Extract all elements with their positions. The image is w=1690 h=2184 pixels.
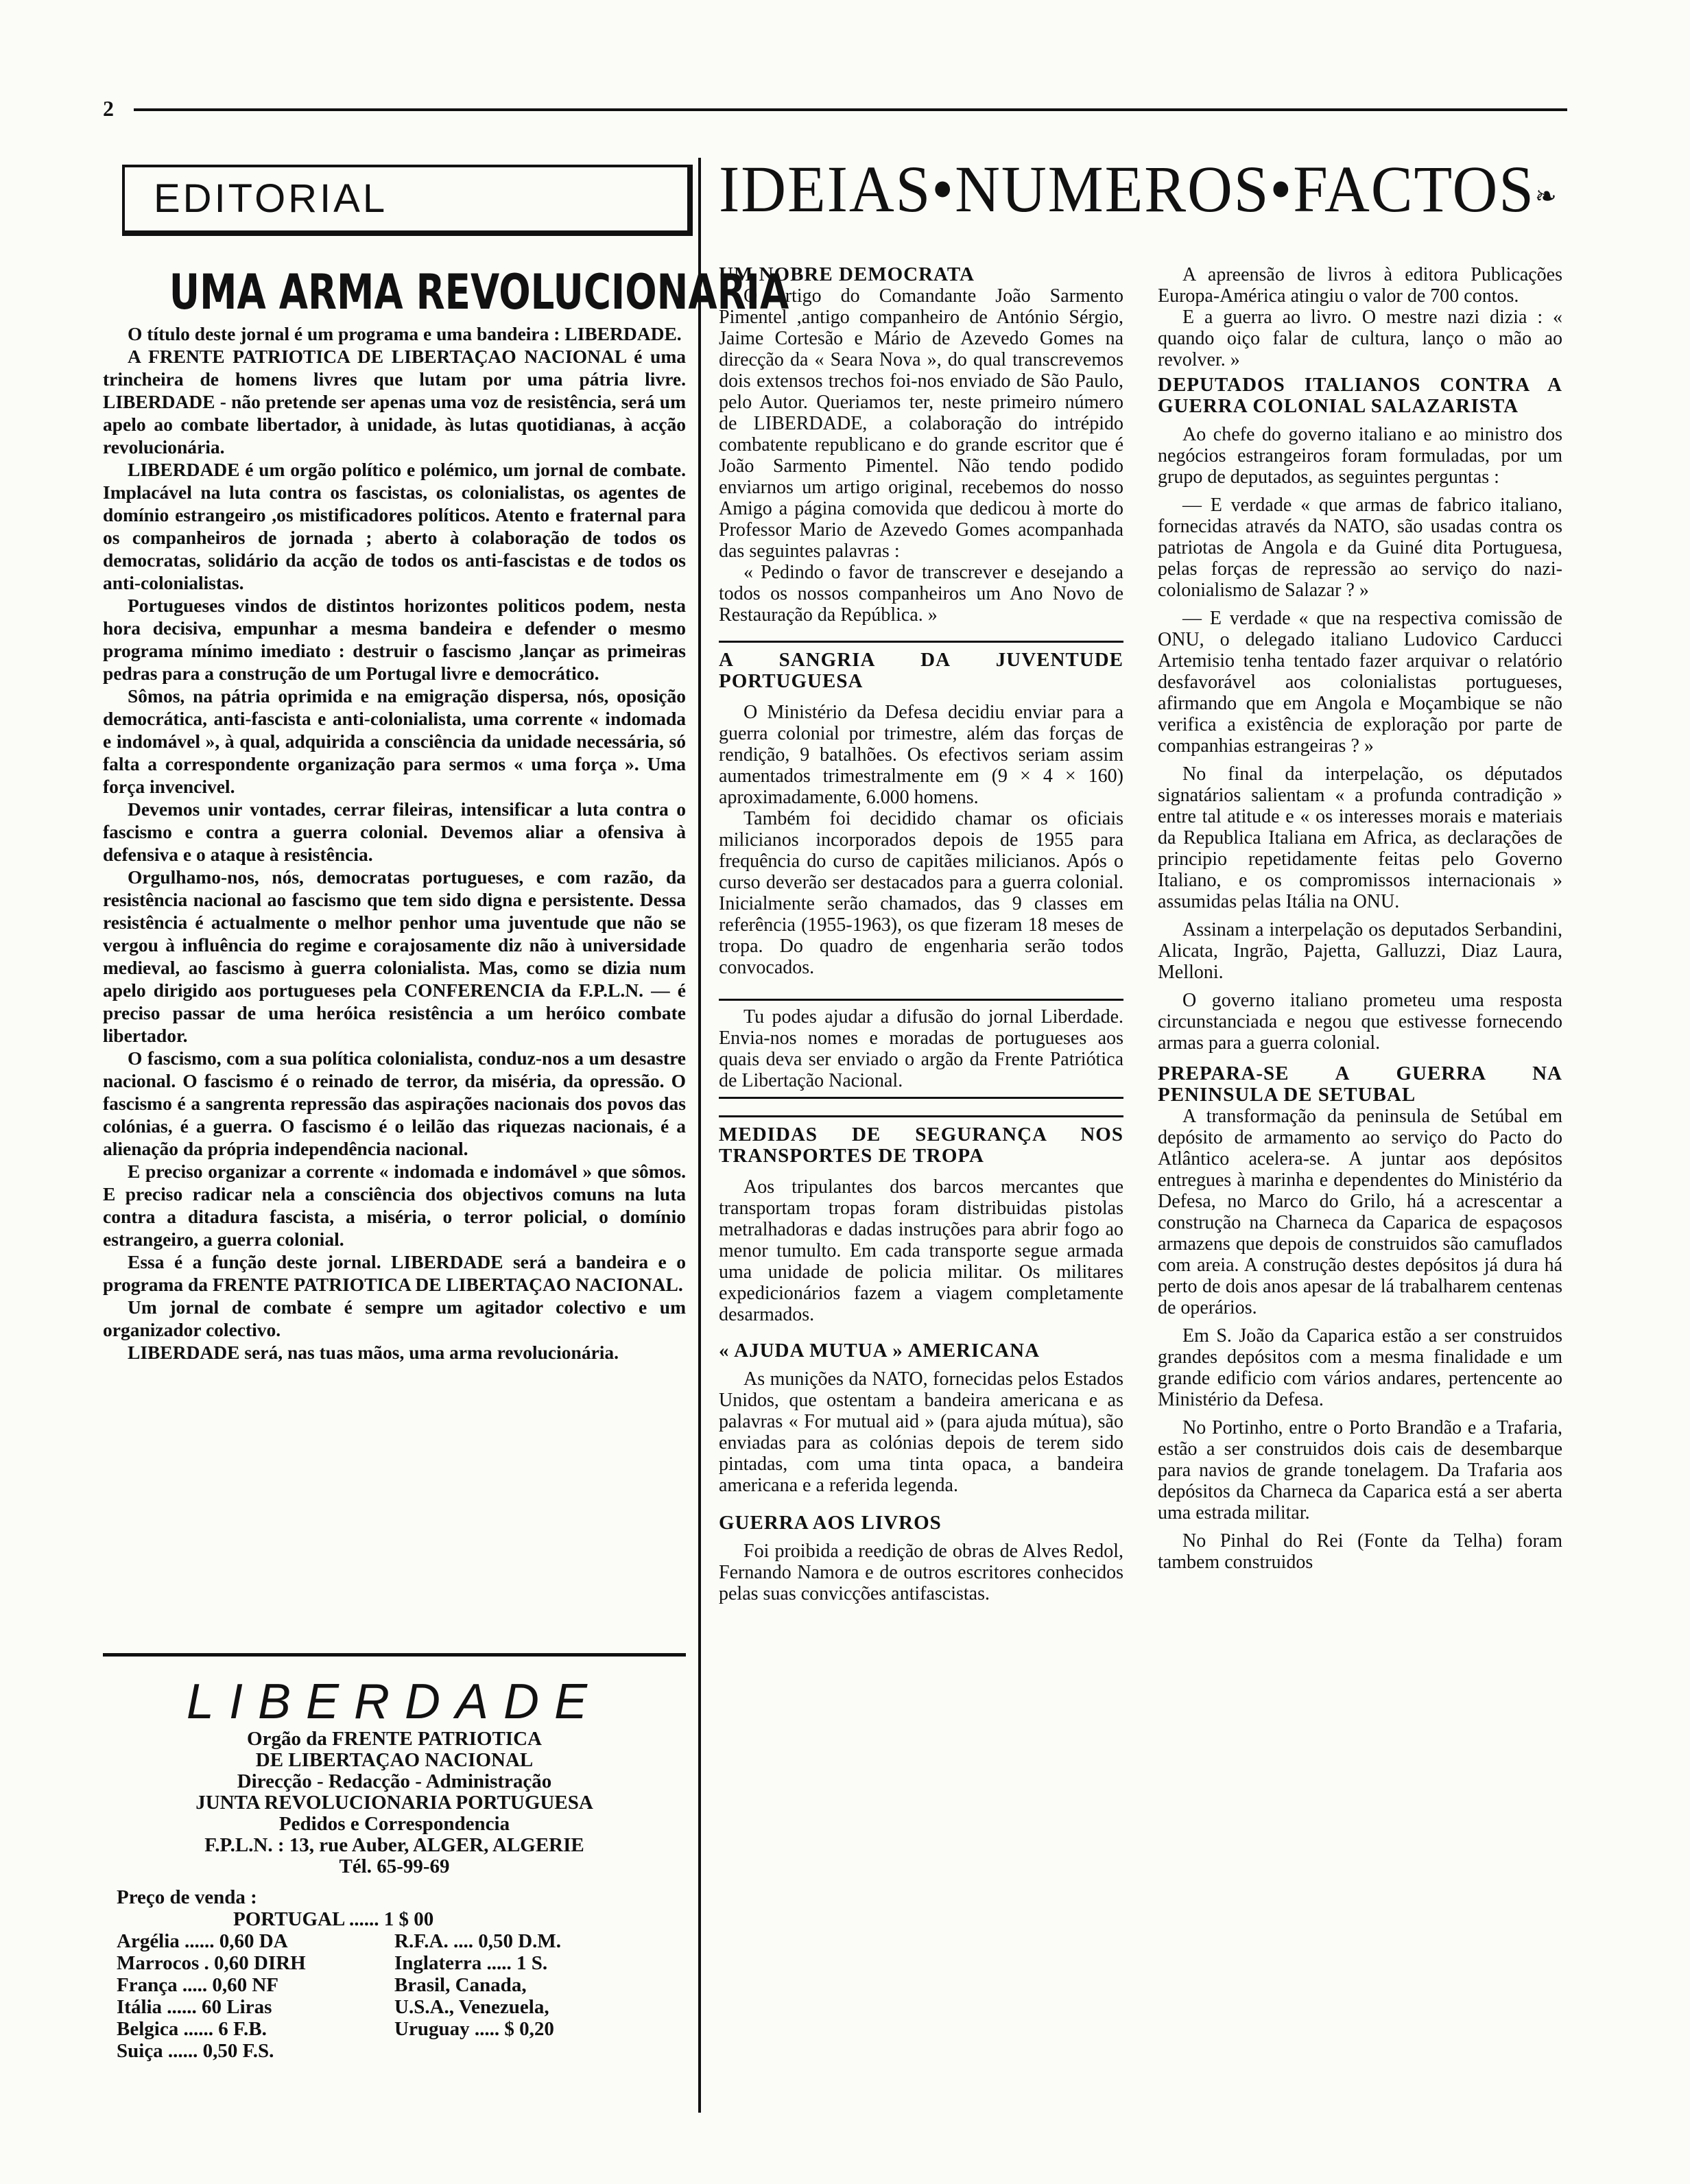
editorial-body (103, 322, 686, 1364)
masthead-line: Tél. 65-99-69 (339, 1855, 450, 1877)
price-item: Suiça ...... 0,50 F.S. (117, 2040, 274, 2062)
price-item: Argélia ...... 0,60 DA (117, 1930, 288, 1952)
masthead-line: JUNTA REVOLUCIONARIA PORTUGUESA (195, 1792, 593, 1814)
article-paragraph: E a guerra ao livro. O mestre nazi dizia : « quando oiço falar de cultura, lanço o mão ao revolver. » (1158, 307, 1562, 370)
banner-ornament-icon: ❧ (1534, 180, 1558, 212)
editorial-paragraph: E preciso organizar a corrente « indomada e indomável » que sômos. E preciso radicar nela a consciência dos objectivos comuns na luta contra a ditadura fascista, a miséria, o terror policial, o domínio estrangeiro, a guerra colonial. (103, 1161, 686, 1250)
price-portugal: PORTUGAL ...... 1 $ 00 (233, 1908, 434, 1930)
article-paragraph: Em S. João da Caparica estão a ser construidos grandes depósitos com a mesma finalidade e um grande edificio com vários andares, pertencente ao Ministério da Defesa. (1158, 1325, 1562, 1410)
price-item: R.F.A. .... 0,50 D.M. (394, 1930, 562, 1952)
masthead-line: Direcção - Redacção - Administração (237, 1770, 552, 1792)
article-heading: « AJUDA MUTUA » AMERICANA (719, 1340, 1040, 1362)
article-paragraph: Foi proibida a reedição de obras de Alves Redol, Fernando Namora e de outros escritores conhecidos pelas suas convicções antifascistas. (719, 1541, 1123, 1604)
article-paragraph: Assinam a interpelação os deputados Serbandini, Alicata, Ingrão, Pajetta, Galluzzi, Diaz Laura, Melloni. (1158, 919, 1562, 983)
price-item: Brasil, Canada, (394, 1974, 527, 1996)
article-paragraph: O governo italiano prometeu uma resposta circunstanciada e negou que estivesse fornecendo armas para a guerra colonial. (1158, 990, 1562, 1054)
article-heading: A SANGRIA DA JUVENTUDE PORTUGUESA (719, 649, 1123, 692)
editorial-paragraph: Sômos, na pátria oprimida e na emigração dispersa, nós, oposição democrática, anti-fascista e anti-colonialista, uma corrente « indomada e indomável », à qual, adquirida a consciência da unidade necessária, só falta a correspondente organização para sermos « uma força ». Uma força invencivel. (103, 685, 686, 797)
price-item: Belgica ...... 6 F.B. (117, 2018, 267, 2040)
article-paragraph: — E verdade « que na respectiva comissão de ONU, o delegado italiano Ludovico Carducci Artemisio tenha tentado fazer arquivar o relatório desfavorável aos colonialistas portugueses, afirmando que em Angola e Moçambique se não verifica a existência de exploração por parte de companhias estrangeiras ? » (1158, 608, 1562, 757)
article-paragraph: Também foi decidido chamar os oficiais milicianos incorporados depois de 1955 para frequência do curso de capitães milicianos. Após o curso deverão ser destacados para a guerra colonial. Inicialmente serão chamados, das 9 classes em referência (1955-1963), os que fizeram 18 meses de tropa. Do quadro de engenharia serão todos convocados. (719, 808, 1123, 978)
editorial-label: EDITORIAL (154, 176, 388, 221)
article-paragraph: « Pedindo o favor de transcrever e desejando a todos os nossos companheiros um Ano Novo de Restauração da República. » (719, 562, 1123, 626)
article-paragraph: No final da interpelação, os députados signatários salientam « a profunda contradição » entre tal atitude e « os interesses morais e materiais da Republica Italiana em Africa, as declarações de principio repetidamente feitas pelo Governo Italiano, e os compromissos internacionais » assumidas pelas Itália na ONU. (1158, 763, 1562, 912)
editorial-paragraph: A FRENTE PATRIOTICA DE LIBERTAÇAO NACIONAL é uma trincheira de homens livres que lutam por uma pátria livre. LIBERDADE - não pretende ser apenas uma voz de resistência, será um apelo ao combate libertador, à unidade, às lutas quotidianas, à acção revolucionária. (103, 346, 686, 458)
banner-text: IDEIAS•NUMEROS•FACTOS (719, 152, 1535, 226)
column-right (1158, 264, 1562, 1573)
column-divider (698, 158, 701, 2113)
price-item: Uruguay ..... $ 0,20 (394, 2018, 554, 2040)
article-heading: PREPARA-SE A GUERRA NA PENINSULA DE SETUBAL (1158, 1063, 1562, 1106)
editorial-paragraph: Essa é a função deste jornal. LIBERDADE será a bandeira e o programa da FRENTE PATRIOTICA DE LIBERTAÇAO NACIONAL. (103, 1251, 686, 1295)
price-item: Marrocos . 0,60 DIRH (117, 1952, 306, 1974)
masthead-title: LIBERDADE (186, 1674, 603, 1729)
price-item: França ..... 0,60 NF (117, 1974, 278, 1996)
masthead-line: Pedidos e Correspondencia (278, 1813, 510, 1835)
article-paragraph: O Ministério da Defesa decidiu enviar para a guerra colonial por trimestre, além das forças de rendição, 9 batalhões. Os efectivos seriam assim aumentados trimestralmente em (9 × 4 × 160) aproximadamente, 6.000 homens. (719, 702, 1123, 808)
masthead-line: Orgão da FRENTE PATRIOTICA (247, 1728, 542, 1750)
editorial-paragraph: Orgulhamo-nos, nós, democratas portugueses, e com razão, da resistência nacional ao fascismo que tem sido digna e persistente. Dessa resistência é actualmente o melhor penhor uma juventude que não se vergou à influência do regime e corajosamente diz não à universidade medieval, ao fascismo à guerra colonialista. Mas, como se dizia num apelo dirigido aos portugueses pela CONFERENCIA da F.P.L.N. — é preciso passar de uma heróica resistência a um heróico combate libertador. (103, 866, 686, 1046)
top-rule (134, 108, 1567, 111)
masthead-info (117, 1729, 672, 1877)
editorial-paragraph: O fascismo, com a sua política colonialista, conduz-nos a um desastre nacional. O fascismo é o reinado de terror, da miséria, da opressão. O fascismo é a sangrenta repressão das aspirações nacionais dos povos das colónias, é a guerra. O fascismo é o leilão das riquezas nacionais, é a alienação da própria independência nacional. (103, 1047, 686, 1159)
article-paragraph: A apreensão de livros à editora Publicações Europa-América atingiu o valor de 700 contos. (1158, 264, 1562, 307)
masthead-line: DE LIBERTAÇAO NACIONAL (255, 1749, 534, 1771)
editorial-paragraph: LIBERDADE é um orgão político e polémico, um jornal de combate. Implacável na luta contra os fascistas, os colonialistas, os agentes de domínio estrangeiro ,os mistificadores políticos. Atento e fraternal para os companheiros de jornada ; aberto à colaboração de todos os democratas, solidário da acção de todos os anti-fascistas e de todos os anti-colonialistas. (103, 459, 686, 593)
article-heading: UM NOBRE DEMOCRATA (719, 263, 975, 285)
article-paragraph: A transformação da peninsula de Setúbal em depósito de armamento ao serviço do Pacto do Atlântico acelera-se. A juntar aos depósitos entregues à marinha e dependentes do Ministério da Defesa, no Marco do Grilo, há a acrescentar a construção na Charneca da Caparica de espaçosos armazens que depois de construidos são camuflados com areia. A construção destes depósitos já dura há perto de dois anos apesar de lá trabalharem centenas de operários. (1158, 1106, 1562, 1318)
article-heading: GUERRA AOS LIVROS (719, 1512, 942, 1534)
masthead-line: F.P.L.N. : 13, rue Auber, ALGER, ALGERIE (204, 1834, 584, 1856)
editorial-paragraph: O título deste jornal é um programa e uma bandeira : LIBERDADE. (128, 323, 682, 344)
article-paragraph: Aos tripulantes dos barcos mercantes que transportam tropas foram distribuidas pistolas metralhadoras e dadas instruções para abrir fogo ao menor tumulto. Em cada transporte segue armada uma unidade de policia militar. Os militares expedicionários fazem a viagem completamente desarmados. (719, 1176, 1123, 1325)
price-label: Preço de venda : (117, 1886, 257, 1908)
article-paragraph: No Pinhal do Rei (Fonte da Telha) foram tambem construidos (1158, 1530, 1562, 1573)
article-paragraph: — E verdade « que armas de fabrico italiano, fornecidas através da NATO, são usadas contra os patriotas de Angola e da Guiné dita Portuguesa, pelas forças de repressão ao serviço do nazi-colonialismo de Salazar ? » (1158, 495, 1562, 601)
section-banner (719, 151, 1558, 227)
editorial-paragraph: LIBERDADE será, nas tuas mãos, uma arma revolucionária. (128, 1342, 619, 1363)
article-paragraph: As munições da NATO, fornecidas pelos Estados Unidos, que ostentam a bandeira americana e as palavras « For mutual aid » (para ajuda mútua), são enviadas para as colónias depois de terem sido pintadas, com uma tinta opaca, a bandeira americana e a referida legenda. (719, 1368, 1123, 1496)
editorial-paragraph: Devemos unir vontades, cerrar fileiras, intensificar a luta contra o fascismo e contra a guerra colonial. Devemos aliar a ofensiva à defensiva e o ataque à resistência. (103, 798, 686, 865)
editorial-paragraph: Um jornal de combate é sempre um agitador colectivo e um organizador colectivo. (103, 1296, 686, 1340)
section-divider (719, 1115, 1123, 1117)
article-paragraph: Ao chefe do governo italiano e ao ministro dos negócios estrangeiros foram formuladas, por um grupo de deputados, as seguintes perguntas : (1158, 424, 1562, 488)
page-number: 2 (103, 96, 114, 121)
editorial-box (122, 165, 693, 236)
article-paragraph: O artigo do Comandante João Sarmento Pimentel ,antigo companheiro de António Sérgio, Jaime Cortesão e Mário de Azevedo Gomes na direcção da « Seara Nova », do qual transcrevemos dois extensos trechos foi-nos enviado de São Paulo, pelo Autor. Queriamos ter, neste primeiro número de LIBERDADE, a colaboração do intrépido combatente republicano e do grande escritor que é João Sarmento Pimentel. Não tendo podido enviarnos um artigo original, recebemos do nosso Amigo a página comovida que dedicou à morte do Professor Mario de Azevedo Gomes acompanhada das seguintes palavras : (719, 285, 1123, 562)
editorial-paragraph: Portugueses vindos de distintos horizontes politicos podem, nesta hora decisiva, empunhar a mesma bandeira e defender o mesmo programa mínimo imediato : destruir o fascismo ,lançar as primeiras pedras para a construção de um Portugal livre e democrático. (103, 595, 686, 684)
price-list (117, 1886, 672, 2062)
masthead-rule (103, 1653, 686, 1657)
price-item: U.S.A., Venezuela, (394, 1996, 549, 2018)
article-heading: MEDIDAS DE SEGURANÇA NOS TRANSPORTES DE TROPA (719, 1124, 1123, 1167)
editorial-headline: UMA ARMA REVOLUCIONARIA (169, 264, 789, 320)
article-paragraph: No Portinho, entre o Porto Brandão e a Trafaria, estão a ser construidos dois cais de desembarque para navios de grande tonelagem. Da Trafaria aos depósitos da Charneca da Caparica está a ser aberta uma estrada militar. (1158, 1417, 1562, 1523)
price-item: Itália ...... 60 Liras (117, 1996, 272, 2018)
price-item: Inglaterra ..... 1 S. (394, 1952, 548, 1974)
reader-note-box (719, 999, 1123, 1099)
column-middle (719, 264, 1123, 1604)
reader-note: Tu podes ajudar a difusão do jornal Liberdade. Envia-nos nomes e moradas de portugueses aos quais deva ser enviado o argão da Frente Patriótica de Libertação Nacional. (719, 1006, 1123, 1091)
section-divider (719, 641, 1123, 643)
article-heading: DEPUTADOS ITALIANOS CONTRA A GUERRA COLONIAL SALAZARISTA (1158, 374, 1562, 417)
